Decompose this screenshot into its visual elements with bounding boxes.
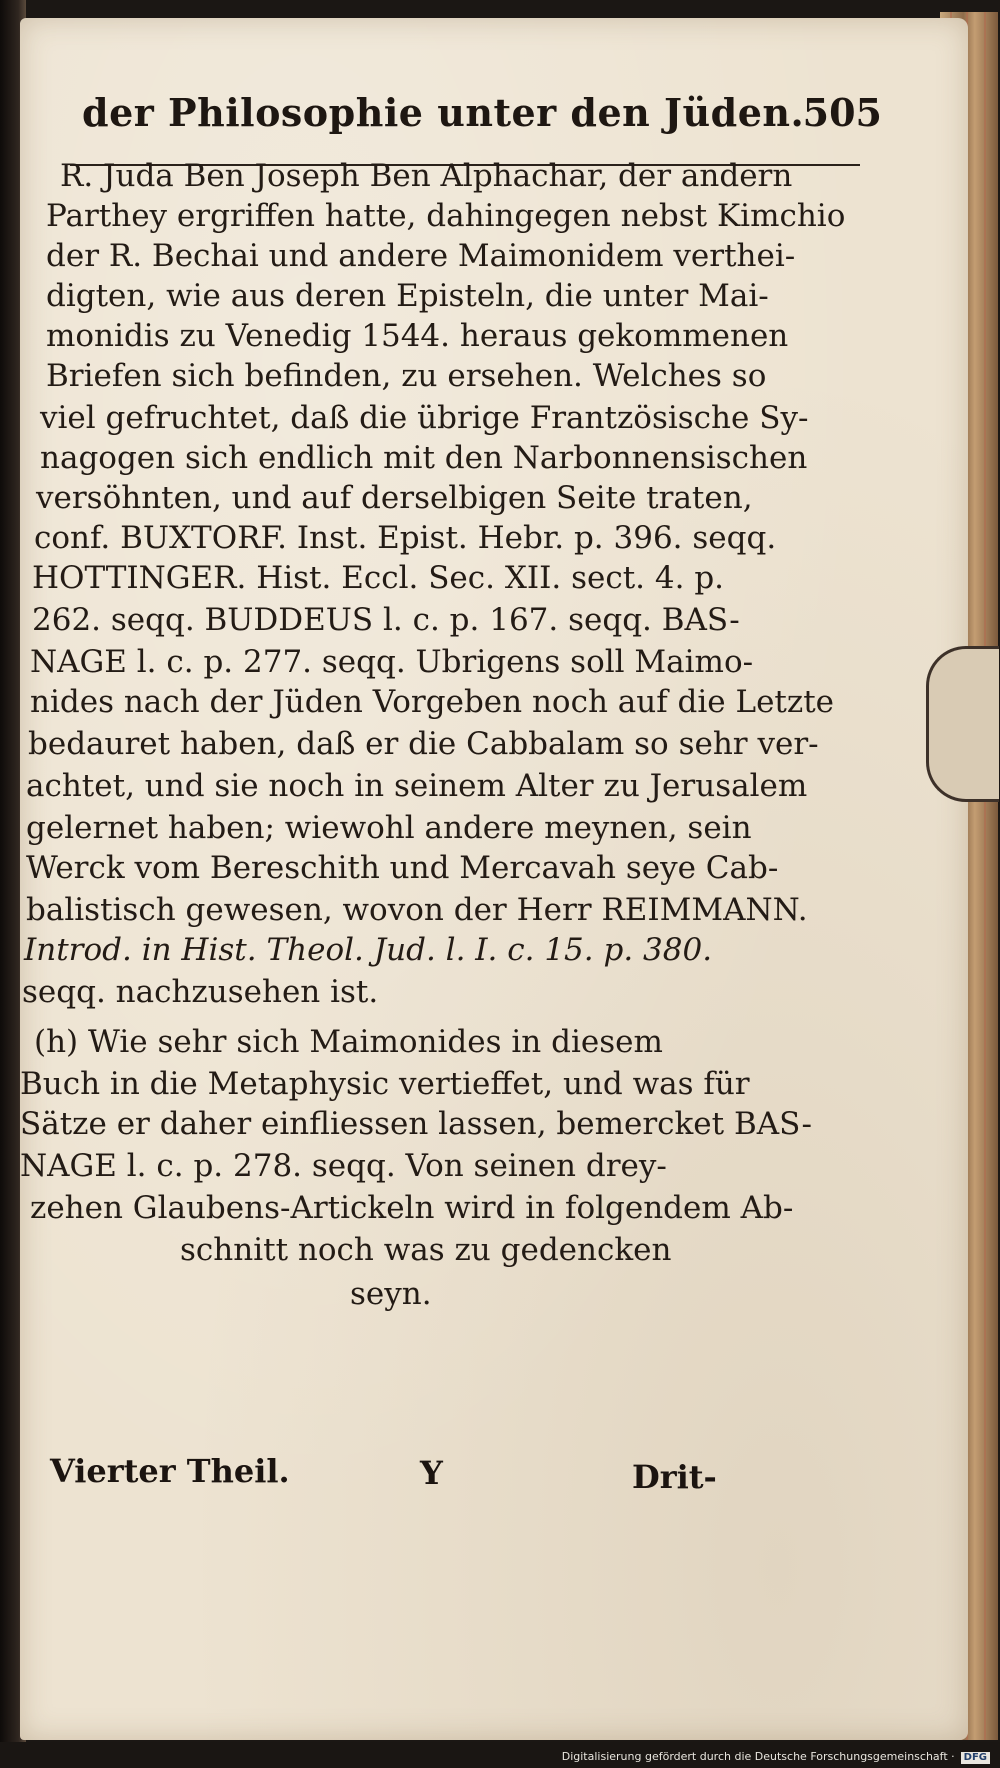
text-line: Sätze er daher einfliessen lassen, bemercket BAS- [20, 1106, 812, 1142]
text-line: achtet, und sie noch in seinem Alter zu Jerusalem [26, 768, 808, 804]
dfg-logo: DFG [961, 1752, 990, 1764]
credit-text: Digitalisierung gefördert durch die Deutsche Forschungsgemeinschaft · [561, 1750, 955, 1763]
text-line: Introd. in Hist. Theol. Jud. l. I. c. 15. p. 380. [24, 932, 713, 968]
text-line: viel gefruchtet, daß die übrige Frantzösische Sy- [40, 400, 809, 436]
running-title: der Philosophie unter den Jüden. [82, 90, 805, 135]
text-line: NAGE l. c. p. 277. seqq. Ubrigens soll Maimo- [30, 644, 754, 680]
text-line: schnitt noch was zu gedencken [180, 1232, 672, 1268]
text-line: Briefen sich befinden, zu ersehen. Welches so [46, 358, 767, 394]
text-line: nides nach der Jüden Vorgeben noch auf die Letzte [30, 684, 835, 720]
text-line: bedauret haben, daß er die Cabbalam so sehr ver- [28, 726, 819, 762]
digitization-credit [562, 1750, 990, 1764]
page-clip [926, 646, 999, 802]
text-line: Parthey ergriffen hatte, dahingegen nebst Kimchio [46, 198, 846, 234]
text-line: balistisch gewesen, wovon der Herr REIMMANN. [26, 892, 808, 928]
text-line: versöhnten, und auf derselbigen Seite traten, [36, 480, 753, 516]
catchword: Drit- [632, 1458, 717, 1496]
text-line: HOTTINGER. Hist. Eccl. Sec. XII. sect. 4. p. [32, 560, 725, 596]
signature-left: Vierter Theil. [50, 1452, 290, 1490]
text-line: digten, wie aus deren Episteln, die unter Mai- [46, 278, 769, 314]
text-line: Werck vom Bereschith und Mercavah seye Cab- [26, 850, 779, 886]
text-line: Buch in die Metaphysic vertieffet, und was für [20, 1066, 750, 1102]
text-line: zehen Glaubens-Artickeln wird in folgendem Ab- [30, 1190, 794, 1226]
text-line: nagogen sich endlich mit den Narbonnensischen [40, 440, 808, 476]
text-line: monidis zu Venedig 1544. heraus gekommenen [46, 318, 789, 354]
page-number: 505 [802, 90, 882, 135]
book-page [20, 18, 968, 1740]
text-line: (h) Wie sehr sich Maimonides in diesem [34, 1024, 663, 1060]
text-line: der R. Bechai und andere Maimonidem verthei- [46, 238, 796, 274]
text-line: seqq. nachzusehen ist. [22, 974, 379, 1010]
text-line: seyn. [350, 1276, 432, 1312]
text-line: conf. BUXTORF. Inst. Epist. Hebr. p. 396. seqq. [34, 520, 777, 556]
signature-mark: Y [420, 1454, 443, 1492]
text-line: NAGE l. c. p. 278. seqq. Von seinen drey- [20, 1148, 667, 1184]
page-header [82, 90, 882, 160]
text-line: R. Juda Ben Joseph Ben Alphachar, der andern [60, 158, 793, 194]
text-line: gelernet haben; wiewohl andere meynen, sein [26, 810, 752, 846]
page-edge-line [984, 12, 986, 1740]
text-line: 262. seqq. BUDDEUS l. c. p. 167. seqq. BAS- [32, 602, 740, 638]
